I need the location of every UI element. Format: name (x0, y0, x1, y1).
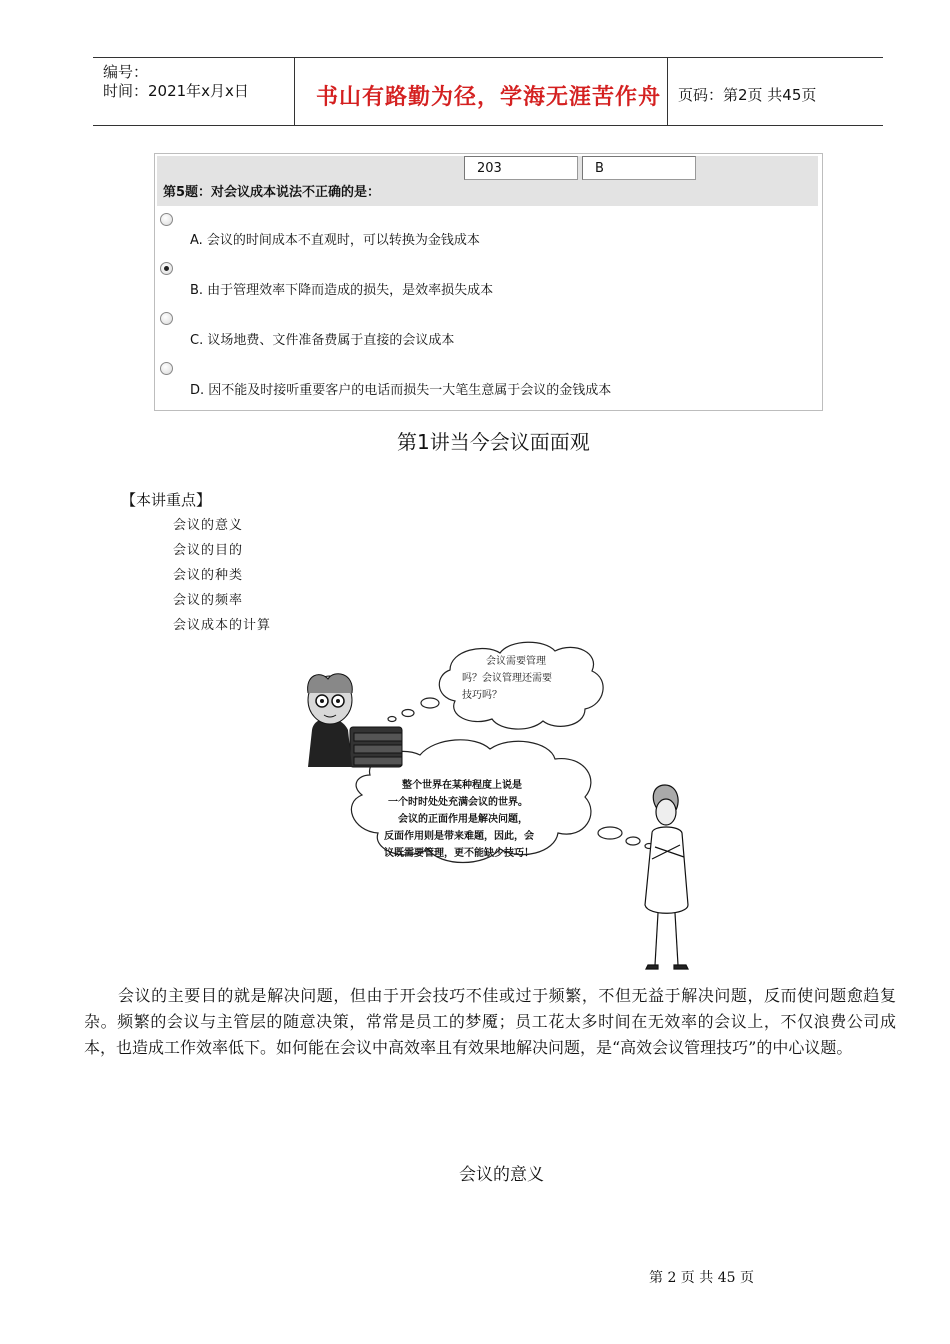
option-a-radio[interactable] (160, 213, 173, 226)
option-a-label: A. 会议的时间成本不直观时，可以转换为金钱成本 (190, 233, 480, 248)
header-bottom-rule (93, 125, 883, 126)
doc-time: 时间：2021年x月x日 (103, 82, 249, 100)
thought-bubble-text-bottom: 整个世界在某种程度上说是 一个时时处处充满会议的世界。 会议的正面作用是解决问题， 反面作用则是带来难题，因此，会 议既需要管理，更不能缺少技巧！ (384, 780, 534, 859)
header-motto: 书山有路勤为径，学海无涯苦作舟 (316, 85, 662, 110)
option-b-radio[interactable] (160, 262, 173, 275)
header-divider (294, 57, 295, 126)
keypoints-heading: 【本讲重点】 (121, 491, 212, 509)
option-c-label: C. 议场地费、文件准备费属于直接的会议成本 (190, 333, 455, 348)
header-divider (667, 57, 668, 126)
keypoint-item: 会议的频率 (173, 593, 244, 608)
keypoint-item: 会议成本的计算 (173, 618, 272, 633)
option-d-radio[interactable] (160, 362, 173, 375)
header-page-number: 页码：第2页 共45页 (678, 86, 817, 104)
thought-bubble-text-top: 会议需要管理 吗？会议管理还需要 技巧吗？ (462, 656, 552, 701)
question-id-field[interactable]: 203 (464, 156, 578, 180)
lecture-title: 第1讲当今会议面面观 (397, 430, 590, 454)
keypoint-item: 会议的目的 (173, 543, 244, 558)
keypoint-item: 会议的意义 (173, 518, 244, 533)
option-c-radio[interactable] (160, 312, 173, 325)
keypoint-item: 会议的种类 (173, 568, 244, 583)
section-title: 会议的意义 (459, 1165, 544, 1185)
quiz-question: 第5题：对会议成本说法不正确的是： (163, 185, 381, 200)
woman-figure (645, 785, 688, 969)
answer-field[interactable]: B (582, 156, 696, 180)
header-top-rule (93, 57, 883, 58)
option-d-label: D. 因不能及时接听重要客户的电话而损失一大笔生意属于会议的金钱成本 (190, 383, 612, 398)
option-b-label: B. 由于管理效率下降而造成的损失，是效率损失成本 (190, 283, 494, 298)
intro-paragraph: 会议的主要目的就是解决问题，但由于开会技巧不佳或过于频繁，不但无益于解决问题，反而使问题愈趋复杂。频繁的会议与主管层的随意决策，常常是员工的梦魇；员工花太多时间在无效率的会议上，不仅浪费公司成本，也造成工作效率低下。如何能在会议中高效率且有效果地解决问题，是“高效会议管理技巧”的中心议题。 (84, 986, 896, 1057)
page-footer: 第 2 页 共 45 页 (649, 1270, 754, 1286)
doc-number-label: 编号： (103, 63, 149, 81)
